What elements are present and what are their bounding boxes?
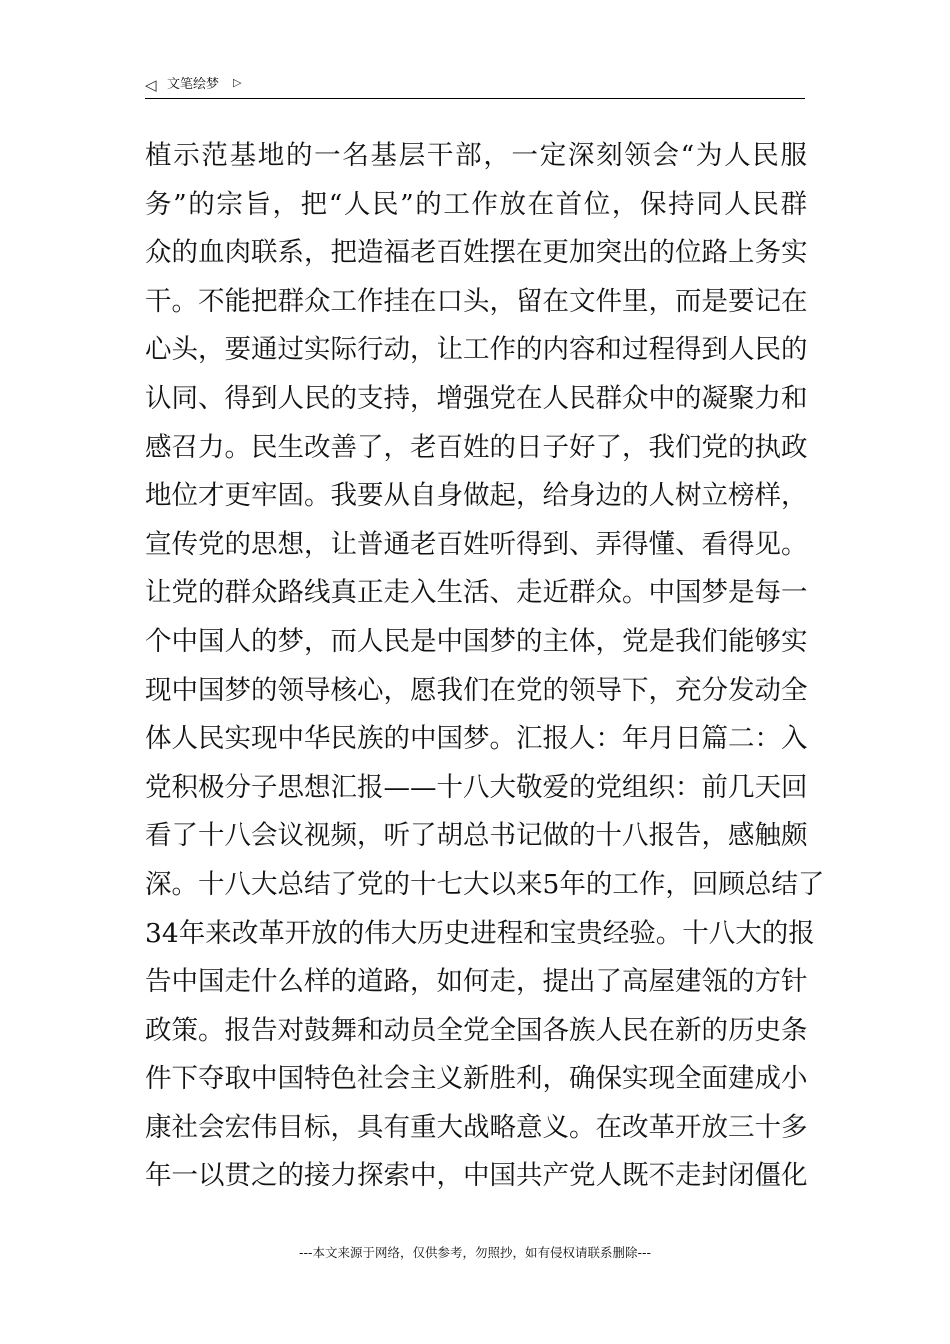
- text-line: 感召力。民生改善了，老百姓的日子好了，我们党的执政: [145, 431, 808, 463]
- text-line: 个中国人的梦，而人民是中国梦的主体，党是我们能够实: [145, 625, 808, 657]
- text-line: 地位才更牢固。我要从自身做起，给身边的人树立榜样，: [145, 480, 808, 512]
- text-line: 认同、得到人民的支持，增强党在人民群众中的凝聚力和: [145, 382, 808, 414]
- text-line: 件下夺取中国特色社会主义新胜利，确保实现全面建成小: [145, 1063, 808, 1095]
- text-line: 年一以贯之的接力探索中，中国共产党人既不走封闭僵化: [145, 1160, 808, 1192]
- page-header: [145, 74, 805, 99]
- footer-disclaimer: ---本文来源于网络，仅供参考，勿照抄，如有侵权请联系删除---: [298, 1245, 652, 1260]
- document-body: [145, 132, 825, 1201]
- triangle-right-icon: ▷: [233, 76, 242, 89]
- text-line: 心头，要通过实际行动，让工作的内容和过程得到人民的: [145, 334, 808, 366]
- text-line: 众的血肉联系，把造福老百姓摆在更加突出的位路上务实: [145, 237, 808, 269]
- text-line: 34年来改革开放的伟大历史进程和宝贵经验。十八大的报: [145, 917, 815, 949]
- text-line: 告中国走什么样的道路，如何走，提出了高屋建瓴的方针: [145, 966, 808, 998]
- text-line: 党积极分子思想汇报——十八大敬爱的党组织：前几天回: [145, 771, 808, 803]
- text-line: 现中国梦的领导核心，愿我们在党的领导下，充分发动全: [145, 674, 808, 706]
- text-line: 宣传党的思想，让普通老百姓听得到、弄得懂、看得见。: [145, 528, 808, 560]
- text-line: 让党的群众路线真正走入生活、走近群众。中国梦是每一: [145, 577, 808, 609]
- text-line: 政策。报告对鼓舞和动员全党全国各族人民在新的历史条: [145, 1014, 808, 1046]
- text-line: 干。不能把群众工作挂在口头，留在文件里，而是要记在: [145, 285, 808, 317]
- text-line: 务”的宗旨，把“人民”的工作放在首位，保持同人民群: [145, 188, 807, 220]
- text-line: 体人民实现中华民族的中国梦。汇报人：年月日篇二：入: [145, 723, 808, 755]
- text-line: 康社会宏伟目标，具有重大战略意义。在改革开放三十多: [145, 1111, 808, 1143]
- text-line: 看了十八会议视频，听了胡总书记做的十八报告，感触颇: [145, 820, 808, 852]
- header-title: 文笔绘梦: [167, 77, 220, 92]
- triangle-left-icon: ◁: [145, 76, 157, 94]
- text-line: 植示范基地的一名基层干部，一定深刻领会“为人民服: [145, 140, 807, 171]
- text-line: 深。十八大总结了党的十七大以来5年的工作，回顾总结了: [145, 868, 825, 900]
